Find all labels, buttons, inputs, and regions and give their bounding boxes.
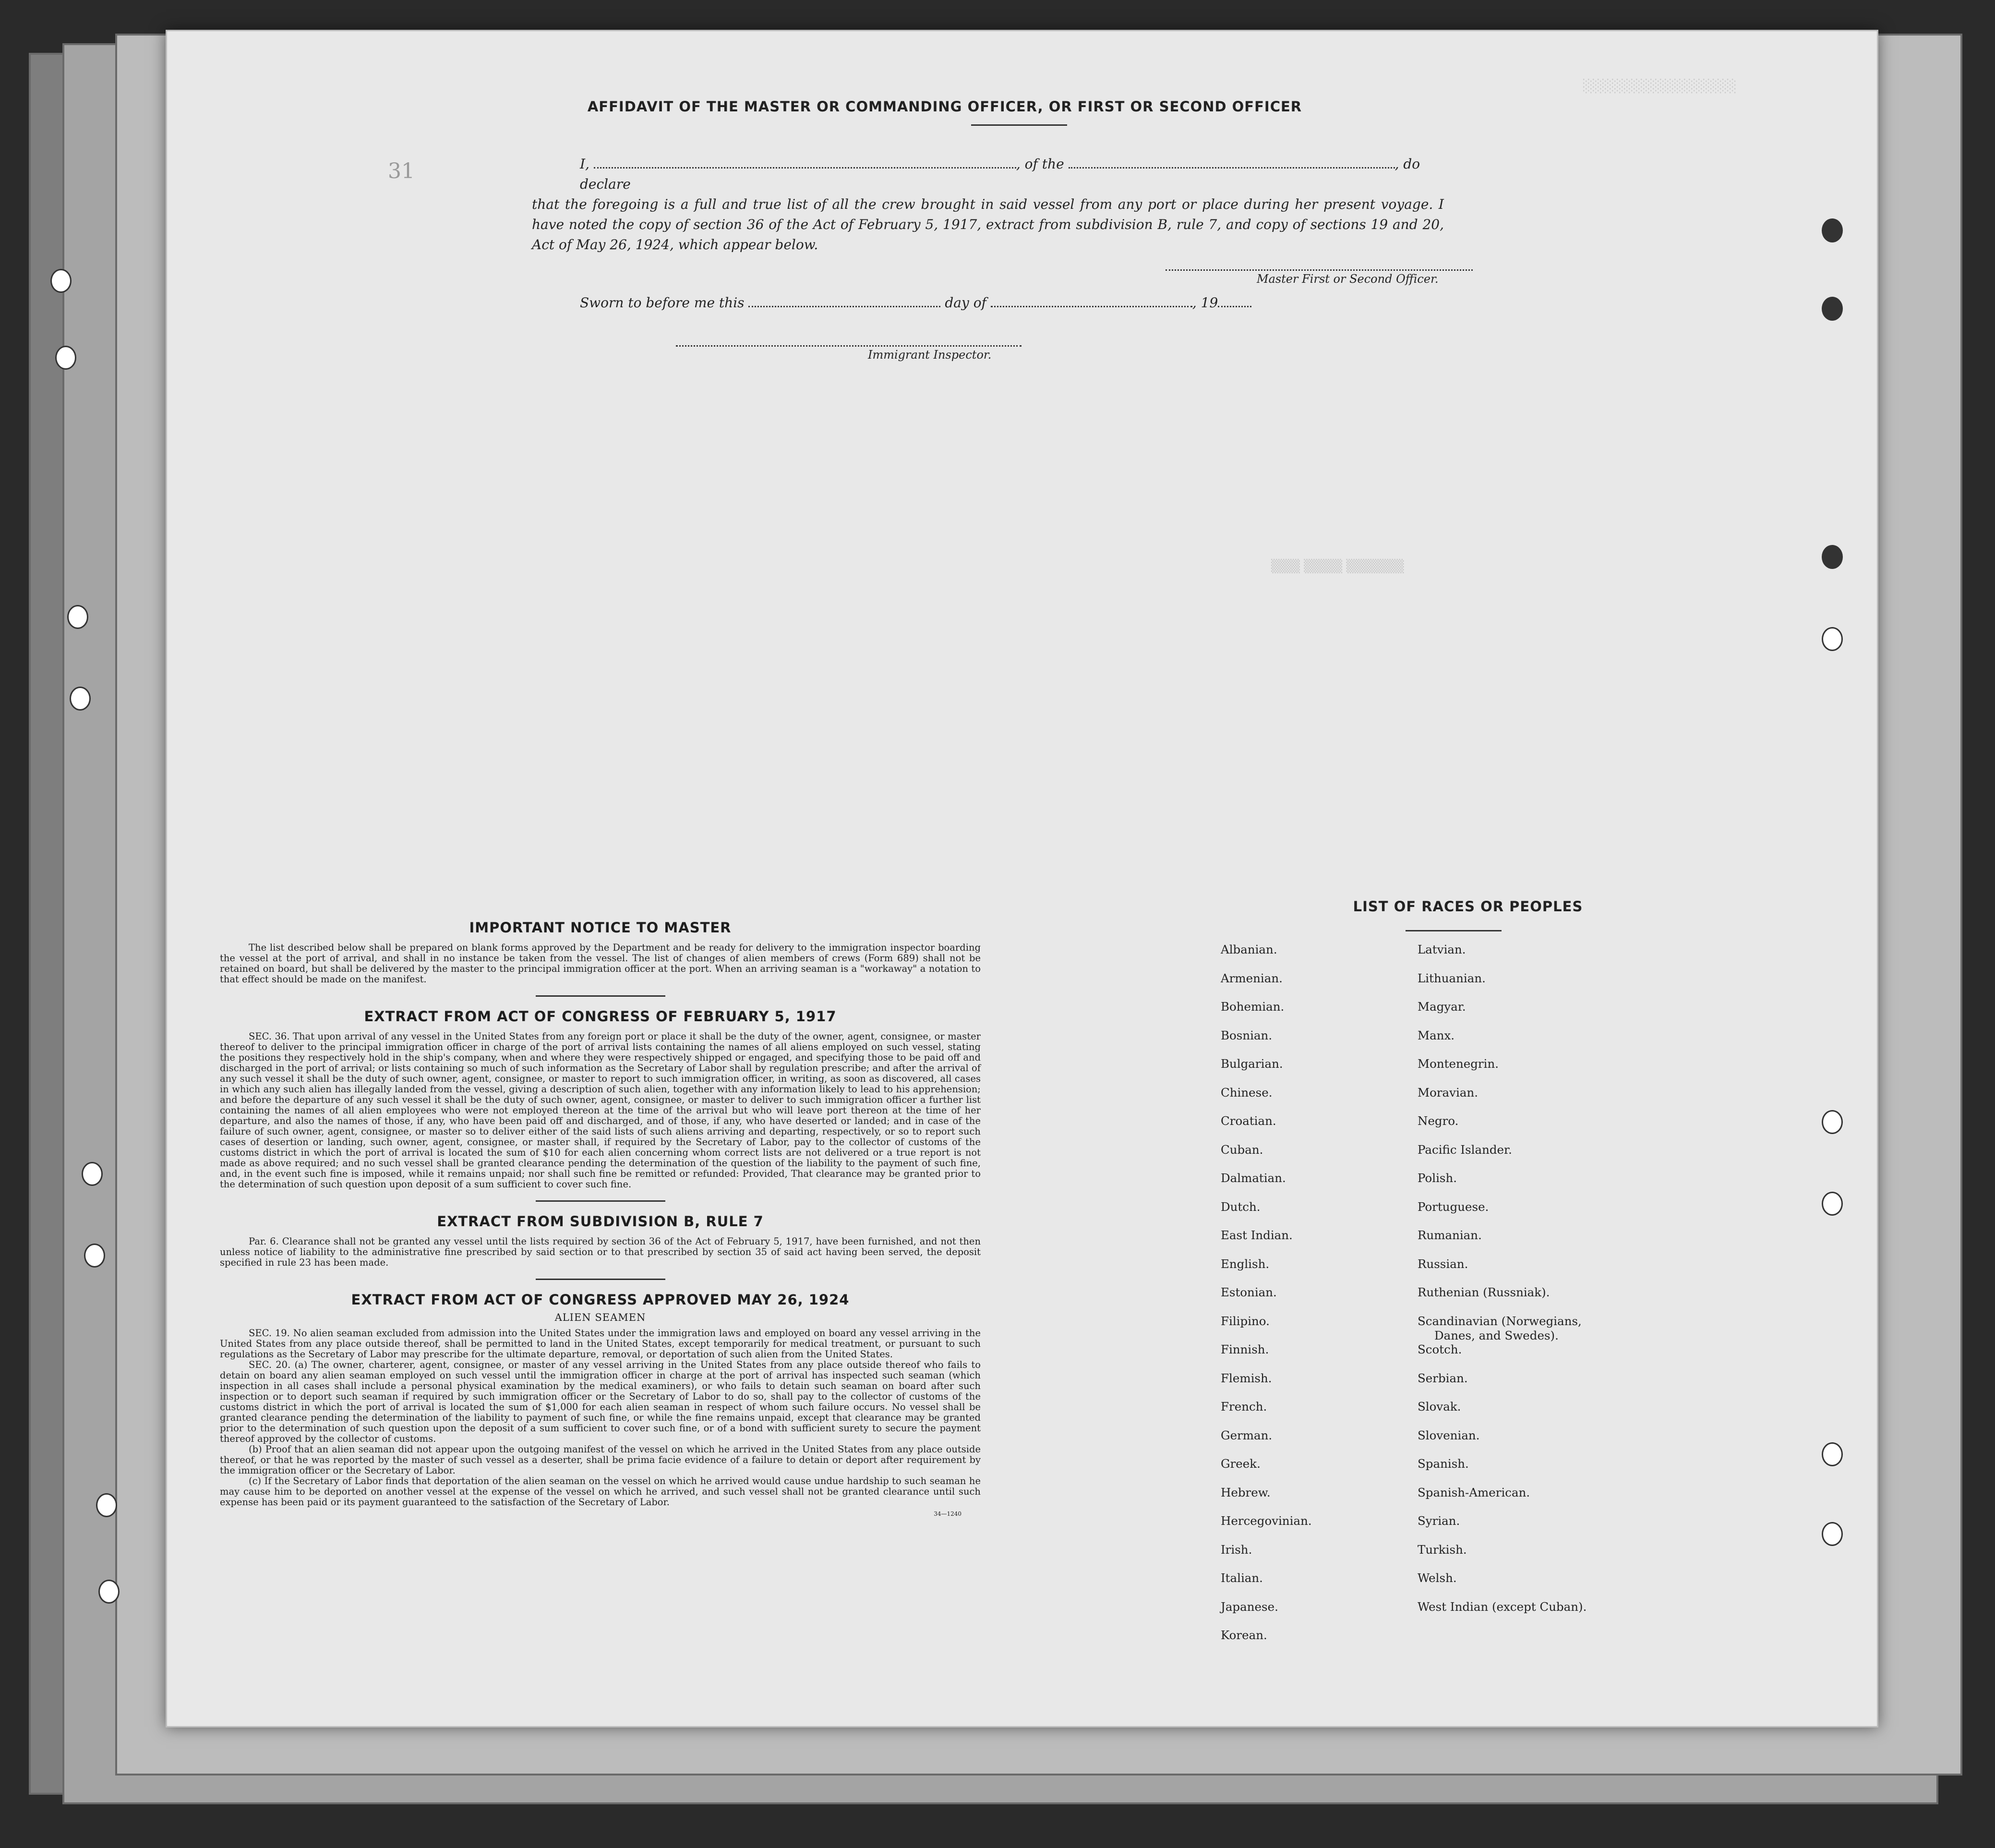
race-item: Bosnian. — [1221, 1028, 1273, 1042]
extract-1917-title: EXTRACT FROM ACT OF CONGRESS OF FEBRUARY 5, 1917 — [364, 1008, 837, 1025]
master-name-field[interactable] — [594, 155, 1016, 169]
races-title: LIST OF RACES OR PEOPLES — [1353, 898, 1583, 915]
binder-hole — [70, 687, 91, 711]
binder-hole — [55, 346, 76, 370]
race-item: Chinese. — [1221, 1085, 1273, 1099]
race-item: Bohemian. — [1221, 1000, 1285, 1014]
sworn-date-field[interactable] — [748, 293, 940, 307]
show-through-text: ░░░░░░░░░░░░░░░░ — [1583, 79, 1737, 94]
races-title-divider — [1406, 930, 1502, 931]
race-item: Japanese. — [1221, 1599, 1278, 1614]
race-item: Rumanian. — [1418, 1228, 1482, 1242]
affidavit-statement — [532, 154, 1444, 255]
sworn-year-field[interactable] — [1218, 293, 1251, 307]
affidavit-title: AFFIDAVIT OF THE MASTER OR COMMANDING OFFICER, OR FIRST OR SECOND OFFICER — [587, 98, 1302, 115]
binder-hole — [98, 1580, 120, 1604]
race-item: Flemish. — [1221, 1371, 1272, 1385]
punch-hole — [1822, 297, 1843, 321]
punch-hole — [1822, 545, 1843, 569]
race-item: Croatian. — [1221, 1114, 1276, 1128]
race-item: East Indian. — [1221, 1228, 1293, 1242]
punch-hole — [1822, 1192, 1843, 1216]
race-item: Danes, and Swedes). — [1434, 1328, 1559, 1342]
race-item: Polish. — [1418, 1171, 1457, 1185]
punch-hole — [1822, 218, 1843, 242]
race-item: Dalmatian. — [1221, 1171, 1286, 1185]
race-item: Albanian. — [1221, 942, 1277, 956]
sec-20a-text: SEC. 20. (a) The owner, charterer, agent, consignee, or master of any vessel arriving in the United States from any place outside thereof who fails to detain on board any alien seaman employed on such vessel until the immigration officer in charge at the port of arrival has inspected such seaman (which inspection in all cases shall include a personal physical examination by the medical examiners), or who fails to detain such seaman on board after such inspection or to deport such seaman if required by such immigration officer or the Secretary of Labor to do so, shall pay to the collector of customs of the customs district in which the port of arrival is located the sum of $1,000 for each alien seaman in respect of whom such failure occurs. No vessel shall be granted clearance pending the determination of the liability to payment of such fine, or while the fine remains unpaid, except that clearance may be granted prior to the determination of such question upon the deposit of a sum sufficient to cover such fine, or of a bond with sufficient surety to secure the payment thereof approved by the collector of customs. — [220, 1359, 981, 1444]
binder-hole — [50, 269, 72, 293]
race-item: Korean. — [1221, 1628, 1267, 1642]
binder-hole — [82, 1162, 103, 1186]
race-item: Welsh. — [1418, 1571, 1457, 1585]
race-item: Spanish. — [1418, 1457, 1469, 1471]
affidavit-body: that the foregoing is a full and true list of all the crew brought in said vessel from any port or place during her present voyage. I have noted the copy of section 36 of the Act of February 5, 1917, extract from subdivision B, rule 7, and copy of sections 19 and 20, Act of May 26, 1924, which appear below. — [532, 196, 1444, 253]
inspector-signature-line[interactable] — [676, 345, 1022, 347]
margin-number: 31 — [388, 159, 415, 183]
race-item: Cuban. — [1221, 1142, 1263, 1157]
race-item: Italian. — [1221, 1571, 1263, 1585]
race-item: Turkish. — [1418, 1542, 1467, 1557]
race-item: Moravian. — [1418, 1085, 1478, 1099]
binder-hole — [84, 1244, 105, 1268]
sworn-month-field[interactable] — [991, 293, 1192, 307]
race-item: Greek. — [1221, 1457, 1261, 1471]
master-signature-line[interactable] — [1166, 269, 1473, 271]
extract-1917-text: SEC. 36. That upon arrival of any vessel in the United States from any foreign port or place it shall be the duty of the owner, agent, consignee, or master thereof to deliver to the principal immigration officer in charge of the port of arrival lists containing the names of all aliens employed on such vessel, stating the positions they respectively hold in the ship's company, when and where they were respectively shipped or engaged, and specifying those to be paid off and discharged in the port of arrival; or lists containing so much of such information as the Secretary of Labor shall by regulation prescribe; and after the arrival of any such vessel it shall be the duty of such owner, agent, consignee, or master to report to such immigration officer, in writing, as soon as discovered, all cases in which any such alien has illegally landed from the vessel, giving a description of such alien, together with any information likely to lead to his apprehension; and before the departure of any such vessel it shall be the duty of such owner, agent, consignee, or master to deliver to such immigration officer a further list containing the names of all alien employees who were not employed thereon at the time of the arrival but who will leave port thereon at the time of her departure, and also the names of those, if any, who have been paid off and discharged, and of those, if any, who have deserted or landed; and in case of the failure of such owner, agent, consignee, or master so to deliver either of the said lists of such aliens arriving and departing, respectively, or so to report such cases of desertion or landing, such owner, agent, consignee, or master shall, if required by the Secretary of Labor, pay to the collector of customs of the customs district in which the port of arrival is located the sum of $10 for each alien concerning whom correct lists are not delivered or a true report is not made as above required; and no such vessel shall be granted clearance pending the determination of the question of the liability to the payment of such fine, and, in the event such fine is imposed, while it remains unpaid; nor shall such fine be remitted or refunded: Provided, That clearance may be granted prior to the determination of such question upon deposit of a sum sufficient to cover such fine. — [220, 1031, 981, 1190]
binder-hole — [96, 1493, 117, 1517]
punch-hole — [1822, 1522, 1843, 1546]
race-item: Negro. — [1418, 1114, 1459, 1128]
show-through-text: ▒▒▒ ▒▒▒▒ ▒▒▒▒▒▒ — [1271, 559, 1404, 574]
race-item: Serbian. — [1418, 1371, 1468, 1385]
race-item: Armenian. — [1221, 971, 1283, 985]
race-item: Hebrew. — [1221, 1485, 1271, 1499]
inspector-caption: Immigrant Inspector. — [868, 348, 992, 362]
race-item: Filipino. — [1221, 1314, 1270, 1328]
race-item: Russian. — [1418, 1256, 1468, 1271]
race-item: Scotch. — [1418, 1342, 1462, 1356]
alien-seamen-subtitle: ALIEN SEAMEN — [554, 1312, 646, 1323]
vessel-name-field[interactable] — [1069, 155, 1395, 169]
sec-20b-text: (b) Proof that an alien seaman did not appear upon the outgoing manifest of the vessel on which he arrived in the United States from any place outside thereof, or that he was reported by the master of such vessel as a deserter, shall be prima facie evidence of a failure to detain or deport after requirement by the immigration officer or the Secretary of Labor. — [220, 1444, 981, 1476]
notice-title: IMPORTANT NOTICE TO MASTER — [469, 919, 732, 936]
race-item: Pacific Islander. — [1418, 1142, 1512, 1157]
race-item: Slovenian. — [1418, 1428, 1480, 1442]
race-item: Syrian. — [1418, 1514, 1460, 1528]
binder-hole — [67, 605, 88, 629]
divider — [536, 1200, 665, 1202]
race-item: Estonian. — [1221, 1285, 1277, 1299]
notice-column — [220, 919, 981, 1517]
race-item: Manx. — [1418, 1028, 1455, 1042]
race-item: English. — [1221, 1256, 1270, 1271]
race-item: West Indian (except Cuban). — [1418, 1599, 1587, 1614]
race-item: Slovak. — [1418, 1400, 1461, 1413]
divider — [536, 995, 665, 997]
race-item: Ruthenian (Russniak). — [1418, 1285, 1550, 1299]
form-number: 34—1240 — [934, 1510, 961, 1517]
race-item: French. — [1221, 1400, 1267, 1413]
race-item: Montenegrin. — [1418, 1057, 1499, 1071]
race-item: German. — [1221, 1428, 1273, 1442]
title-divider — [971, 124, 1067, 126]
sworn-line: Sworn to before me this day of , 19 — [580, 293, 1251, 311]
race-item: Portuguese. — [1418, 1199, 1489, 1214]
crew-list-reverse-page — [166, 30, 1878, 1727]
punch-hole — [1822, 1442, 1843, 1466]
race-item: Dutch. — [1221, 1199, 1261, 1214]
race-item: Lithuanian. — [1418, 971, 1486, 985]
divider — [536, 1279, 665, 1280]
race-item: Latvian. — [1418, 942, 1466, 956]
notice-text: The list described below shall be prepared on blank forms approved by the Department and be ready for delivery to the immigration inspector boarding the vessel at the port of arrival, and shall in no instance be taken from the vessel. The list of changes of alien members of crews (Form 689) shall not be retained on board, but shall be delivered by the master to the principal immigration officer at the port. When an arriving seaman is a "workaway" a notation to that effect should be made on the manifest. — [220, 942, 981, 985]
race-item: Bulgarian. — [1221, 1057, 1283, 1071]
race-item: Finnish. — [1221, 1342, 1269, 1356]
race-item: Spanish-American. — [1418, 1485, 1530, 1499]
race-item: Hercegovinian. — [1221, 1514, 1312, 1528]
extract-1924-title: EXTRACT FROM ACT OF CONGRESS APPROVED MAY 26, 1924 — [351, 1292, 850, 1308]
race-item: Magyar. — [1418, 1000, 1466, 1014]
sec-19-text: SEC. 19. No alien seaman excluded from admission into the United States under the immigration laws and employed on board any vessel arriving in the United States from any place outside thereof, shall be permitted to land in the United States, except temporarily for medical treatment, or pursuant to such regulations as the Secretary of Labor may prescribe for the ultimate departure, removal, or deportation of such alien from the United States. — [220, 1328, 981, 1360]
sec-20c-text: (c) If the Secretary of Labor finds that deportation of the alien seaman on the vessel on which he arrived would cause undue hardship to such seaman he may cause him to be deported on another vessel at the expense of the vessel on which he arrived, and such vessel shall not be granted clearance until such expense has been paid or its payment guaranteed to the satisfaction of the Secretary of Labor. — [220, 1475, 981, 1508]
race-item: Scandinavian (Norwegians, — [1418, 1314, 1582, 1328]
master-caption: Master First or Second Officer. — [1257, 272, 1439, 286]
extract-rule7-text: Par. 6. Clearance shall not be granted any vessel until the lists required by section 36 of the Act of February 5, 1917, have been furnished, and not then unless notice of liability to the administrative fine prescribed by said section or to that prescribed by section 35 of said act having been served, the deposit specified in rule 23 has been made. — [220, 1236, 981, 1268]
race-item: Irish. — [1221, 1542, 1252, 1557]
punch-hole — [1822, 627, 1843, 651]
extract-rule7-title: EXTRACT FROM SUBDIVISION B, RULE 7 — [437, 1213, 764, 1230]
affidavit-line-1: I, , of the , do declare — [580, 154, 1444, 194]
punch-hole — [1822, 1110, 1843, 1134]
